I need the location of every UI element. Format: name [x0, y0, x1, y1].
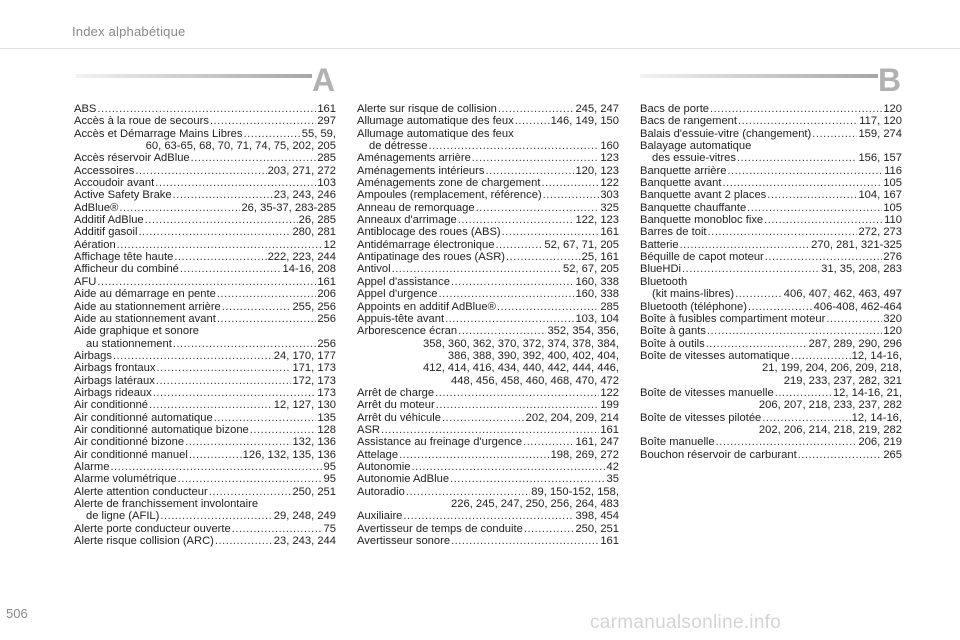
- index-entry: Banquette chauffante ..... 105: [640, 202, 902, 214]
- index-entry: Barres de toit ..... 272, 273: [640, 226, 902, 238]
- index-entry: Arrêt du véhicule ..... 202, 204, 209, 214: [357, 412, 619, 424]
- index-entry: Afficheur du combiné ..... 14-16, 208: [74, 263, 336, 275]
- index-entry: Alarme volumétrique ..... 95: [74, 473, 336, 485]
- index-entry-continuation: 358, 360, 362, 370, 372, 374, 378, 384,: [423, 337, 619, 350]
- index-entry: Balais d'essuie-vitre (changement) ..... 159, 274: [640, 128, 902, 140]
- index-entry: Boîte à outils ..... 287, 289, 290, 296: [640, 338, 902, 350]
- index-entry: Boîte de vitesses manuelle ..... 12, 14-16, 21,: [640, 387, 902, 399]
- index-entry: Béquille de capot moteur ..... 276: [640, 251, 902, 263]
- index-entry: Avertisseur sonore ..... 161: [357, 535, 619, 547]
- index-entry: Auxiliaire ..... 398, 454: [357, 510, 619, 522]
- index-entry: Bacs de rangement ..... 117, 120: [640, 115, 902, 127]
- index-entry: Airbags frontaux ..... 171, 173: [74, 362, 336, 374]
- index-entry: (kit mains-libres) ..... 406, 407, 462, 463, 497: [640, 288, 902, 300]
- index-entry-heading: Bluetooth: [640, 275, 688, 288]
- index-entry: Autoradio ..... 89, 150-152, 158,: [357, 486, 619, 498]
- index-entry: Assistance au freinage d'urgence ..... 161, 247: [357, 436, 619, 448]
- index-entry: AdBlue® ..... 26, 35-37, 283-285: [74, 202, 336, 214]
- index-entry: Bouchon réservoir de carburant ..... 265: [640, 449, 902, 461]
- index-entry: Arrêt de charge ..... 122: [357, 387, 619, 399]
- index-entry: Appel d'urgence ..... 160, 338: [357, 288, 619, 300]
- section-b-letter: B: [878, 62, 902, 98]
- index-entry: Aide au stationnement avant ..... 256: [74, 313, 336, 325]
- index-entry: au stationnement ..... 256: [74, 338, 336, 350]
- index-entry: Boîte manuelle ..... 206, 219: [640, 436, 902, 448]
- index-entry: Autonomie AdBlue ..... 35: [357, 473, 619, 485]
- index-entry: Bluetooth (téléphone) ..... 406-408, 462-464: [640, 301, 902, 313]
- index-entry: Aide au stationnement arrière ..... 255, 256: [74, 301, 336, 313]
- index-entry-heading: Aide graphique et sonore: [74, 325, 200, 338]
- watermark: carmanualsonline.info: [590, 612, 782, 633]
- index-entry: Boîte à fusibles compartiment moteur ..... 320: [640, 313, 902, 325]
- index-entry: BlueHDi ..... 31, 35, 208, 283: [640, 263, 902, 275]
- index-entry: Allumage automatique des feux ..... 146, 149, 150: [357, 115, 619, 127]
- section-a-bar: [76, 74, 312, 78]
- index-entry: Bacs de porte ..... 120: [640, 103, 902, 115]
- index-entry-heading: Allumage automatique des feux: [357, 127, 514, 140]
- index-entry-continuation: 219, 233, 237, 282, 321: [783, 374, 902, 387]
- index-entry: Anneaux d'arrimage ..... 122, 123: [357, 214, 619, 226]
- index-entry: Aménagements intérieurs ..... 120, 123: [357, 165, 619, 177]
- index-entry: Appel d'assistance ..... 160, 338: [357, 276, 619, 288]
- index-entry: Antidémarrage électronique ..... 52, 67, 71, 205: [357, 239, 619, 251]
- index-entry: ASR ..... 161: [357, 424, 619, 436]
- index-entry: Airbags latéraux ..... 172, 173: [74, 375, 336, 387]
- index-entry: Alerte attention conducteur ..... 250, 251: [74, 486, 336, 498]
- index-entry-continuation: 202, 206, 214, 218, 219, 282: [758, 423, 902, 436]
- index-entry: Air conditionné automatique bizone ..... 128: [74, 424, 336, 436]
- index-entry: Additif gasoil ..... 280, 281: [74, 226, 336, 238]
- index-entry: Alerte risque collision (ARC) ..... 23, 243, 244: [74, 535, 336, 547]
- index-entry-heading: Balayage automatique: [640, 140, 752, 153]
- index-entry: Airbags ..... 24, 170, 177: [74, 350, 336, 362]
- index-entry: des essuie-vitres ..... 156, 157: [640, 152, 902, 164]
- page-number: 506: [6, 606, 28, 621]
- index-entry: Accès et Démarrage Mains Libres ..... 55, 59,: [74, 128, 336, 140]
- index-entry: Air conditionné ..... 12, 127, 130: [74, 399, 336, 411]
- index-entry: Accessoires ..... 203, 271, 272: [74, 165, 336, 177]
- index-column-3: [640, 103, 902, 461]
- index-entry: Air conditionné bizone ..... 132, 136: [74, 436, 336, 448]
- index-entry-heading: Alerte de franchissement involontaire: [74, 498, 259, 510]
- index-entry: Additif AdBlue ..... 26, 285: [74, 214, 336, 226]
- index-column-2: [357, 103, 619, 547]
- index-entry: Banquette monobloc fixe ..... 110: [640, 214, 902, 226]
- header-divider: [0, 48, 960, 49]
- index-entry: Active Safety Brake ..... 23, 243, 246: [74, 189, 336, 201]
- index-entry: Aménagements zone de chargement ..... 122: [357, 177, 619, 189]
- page-header: Index alphabétique: [72, 24, 186, 39]
- index-entry: Alerte sur risque de collision ..... 245, 247: [357, 103, 619, 115]
- index-entry-continuation: 60, 63-65, 68, 70, 71, 74, 75, 202, 205: [145, 140, 336, 153]
- index-entry-continuation: 206, 207, 218, 233, 237, 282: [758, 399, 902, 412]
- index-entry: AFU ..... 161: [74, 276, 336, 288]
- index-entry: Antiblocage des roues (ABS) ..... 161: [357, 226, 619, 238]
- index-entry: ABS ..... 161: [74, 103, 336, 115]
- index-entry: Boîte à gants ..... 120: [640, 325, 902, 337]
- index-entry: Accoudoir avant ..... 103: [74, 177, 336, 189]
- section-b-bar: [640, 74, 878, 78]
- index-entry: Arborescence écran ..... 352, 354, 356,: [357, 325, 619, 337]
- index-entry: Airbags rideaux ..... 173: [74, 387, 336, 399]
- index-entry: Affichage tête haute ..... 222, 223, 244: [74, 251, 336, 263]
- index-entry: Accès à la roue de secours ..... 297: [74, 115, 336, 127]
- index-entry: Ampoules (remplacement, référence) ..... 303: [357, 189, 619, 201]
- index-entry-continuation: 412, 414, 416, 434, 440, 442, 444, 446,: [423, 362, 619, 375]
- index-entry: Attelage ..... 198, 269, 272: [357, 449, 619, 461]
- index-entry: Antipatinage des roues (ASR) ..... 25, 161: [357, 251, 619, 263]
- index-entry-continuation: 226, 245, 247, 250, 256, 264, 483: [451, 498, 619, 510]
- index-entry: Anneau de remorquage ..... 325: [357, 202, 619, 214]
- index-entry: Batterie ..... 270, 281, 321-325: [640, 239, 902, 251]
- index-entry: Autonomie ..... 42: [357, 461, 619, 473]
- index-entry: Aménagements arrière ..... 123: [357, 152, 619, 164]
- index-entry: de détresse ..... 160: [357, 140, 619, 152]
- index-entry: Aération ..... 12: [74, 239, 336, 251]
- index-entry: Aide au démarrage en pente ..... 206: [74, 288, 336, 300]
- index-entry: Air conditionné automatique ..... 135: [74, 412, 336, 424]
- index-entry: Banquette arrière ..... 116: [640, 165, 902, 177]
- index-entry-continuation: 386, 388, 390, 392, 400, 402, 404,: [447, 349, 619, 362]
- index-entry: de ligne (AFIL) ..... 29, 248, 249: [74, 510, 336, 522]
- index-entry: Boîte de vitesses automatique ..... 12, 14-16,: [640, 350, 902, 362]
- index-entry: Accès réservoir AdBlue ..... 285: [74, 152, 336, 164]
- index-entry: Air conditionné manuel ..... 126, 132, 135, 136: [74, 449, 336, 461]
- index-entry-continuation: 448, 456, 458, 460, 468, 470, 472: [451, 374, 619, 387]
- index-entry: Alarme ..... 95: [74, 461, 336, 473]
- index-entry: Appuis-tête avant ..... 103, 104: [357, 313, 619, 325]
- section-a-letter: A: [312, 62, 336, 98]
- index-entry: Antivol ..... 52, 67, 205: [357, 263, 619, 275]
- index-entry: Avertisseur de temps de conduite ..... 250, 251: [357, 523, 619, 535]
- index-column-1: [74, 103, 336, 547]
- index-entry: Banquette avant ..... 105: [640, 177, 902, 189]
- index-entry: Appoints en additif AdBlue® ..... 285: [357, 301, 619, 313]
- index-entry: Boîte de vitesses pilotée ..... 12, 14-16,: [640, 412, 902, 424]
- index-entry: Arrêt du moteur ..... 199: [357, 399, 619, 411]
- index-entry: Alerte porte conducteur ouverte ..... 75: [74, 523, 336, 535]
- index-entry: Banquette avant 2 places ..... 104, 167: [640, 189, 902, 201]
- index-entry-continuation: 21, 199, 204, 206, 209, 218,: [762, 362, 902, 375]
